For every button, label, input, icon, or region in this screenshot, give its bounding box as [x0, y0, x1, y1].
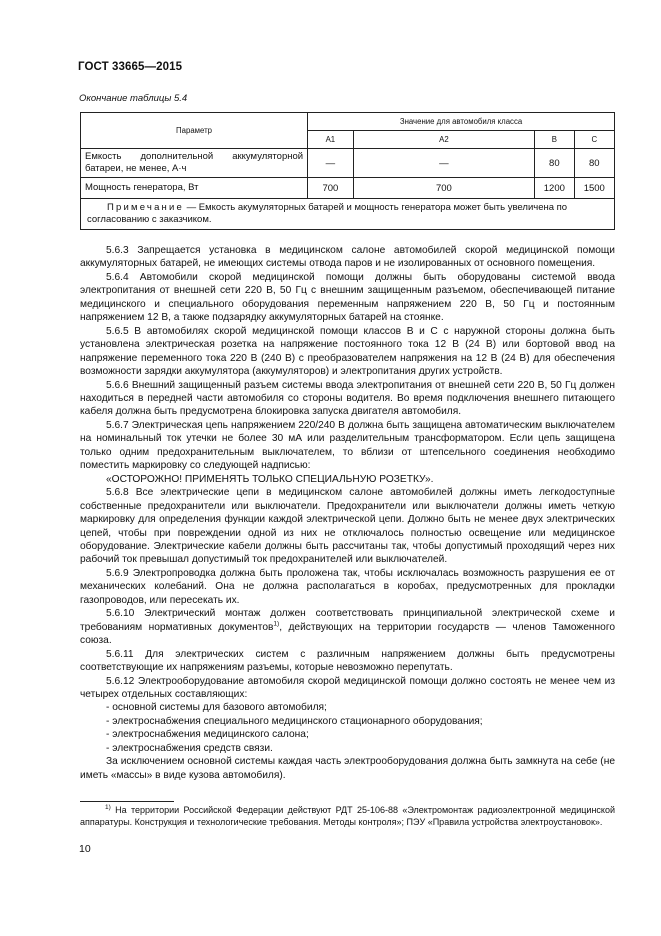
footnote-mark: 1)	[105, 804, 111, 811]
class-header-b: В	[535, 131, 574, 149]
table-note-row	[81, 199, 615, 230]
list-item: - электроснабжения средств связи.	[106, 742, 273, 754]
table-caption: Окончание таблицы 5.4	[79, 93, 188, 104]
table-note	[81, 199, 615, 230]
row-value-a2: —	[353, 149, 534, 178]
paragraph-5-6-10	[80, 607, 615, 647]
row-value-b: 80	[535, 149, 574, 178]
row-parameter-name: Емкость дополнительной аккумуляторной батареи, не менее, А·ч	[81, 149, 308, 178]
param-column-header: Параметр	[81, 113, 308, 149]
class-header-a1: А1	[308, 131, 354, 149]
class-header-a2: А2	[353, 131, 534, 149]
paragraph-5-6-10-text-end: , действующих на территории государств — членов Таможенного союза.	[80, 621, 615, 647]
paragraph-5-6-3: 5.6.3 Запрещается установка в медицинском салоне автомобилей скорой медицинской помощи аккумуляторных батарей, не имеющих системы отвода паров и не изолированных от основного помещения.	[80, 245, 615, 270]
list-item: - электроснабжения специального медицинского стационарного оборудования;	[106, 715, 483, 727]
note-label: Примечание	[107, 202, 184, 213]
class-header-c: С	[574, 131, 614, 149]
warning-label-text: «ОСТОРОЖНО! ПРИМЕНЯТЬ ТОЛЬКО СПЕЦИАЛЬНУЮ РОЗЕТКУ».	[106, 473, 434, 485]
paragraph-5-6-11: 5.6.11 Для электрических систем с различным напряжением должны быть предусмотрены соответствующие их напряжениям разъемы, которые невозможно перепутать.	[80, 648, 615, 674]
class-group-header: Значение для автомобиля класса	[308, 113, 615, 131]
paragraph-5-6-9: 5.6.9 Электропроводка должна быть проложена так, чтобы исключалась возможность разрушения ее от механических колебаний. Она не должна располагаться в коробах, предусмотренных для прокладки газопроводов, или пересекать их.	[80, 567, 615, 606]
list-item: - электроснабжения медицинского салона;	[106, 729, 309, 741]
list-item: - основной системы для базового автомобиля;	[106, 702, 327, 714]
table-row	[81, 178, 615, 199]
footnote	[80, 804, 615, 828]
paragraph-5-6-4: 5.6.4 Автомобили скорой медицинской помощи должны быть оборудованы системой ввода электропитания от внешней сети 220 В, 50 Гц с внешним защищенным разъемом, обеспечивающей питание медицинского и специального оборудования переменным напряжением 220 В, 50 Гц и постоянным напряжением 12 В, а также подзарядку аккумуляторных батарей на стоянке.	[80, 271, 615, 324]
row-value-a1: —	[308, 149, 354, 178]
page-number: 10	[79, 843, 91, 855]
footnote-reference[interactable]: 1)	[273, 620, 280, 628]
paragraph-5-6-5: 5.6.5 В автомобилях скорой медицинской помощи классов В и С с наружной стороны должна быть установлена электрическая розетка на напряжение постоянного тока 12 В (24 В) или бортовой ввод на напряжение переменного тока 220 В (240 В) с преобразователем напряжения на 12 В (24 В) для обеспечения возможности зарядки аккумулятора (аккумуляторов) и электропитания других устройств.	[80, 325, 615, 378]
paragraph-5-6-8: 5.6.8 Все электрические цепи в медицинском салоне автомобилей должны иметь легкодоступные собственные предохранители или выключатели. Предохранители или выключатели должны иметь четкую маркировку для определения функции каждой электрической цепи. Должно быть не менее двух электрических цепей, чтобы при повреждении одной из них не отключалось полностью освещение или медицинское оборудование. Электрические кабели должны быть рассчитаны так, чтобы допустимый проходящий через них рабочий ток превышал допустимый ток предохранителей или выключателей.	[80, 487, 615, 566]
note-text: — Емкость акумуляторных батарей и мощность генератора может быть увеличена по согласованию с заказчиком.	[87, 202, 568, 225]
row-value-c: 1500	[574, 178, 614, 199]
paragraph-5-6-6: 5.6.6 Внешний защищенный разъем системы ввода электропитания от внешней сети 220 В, 50 Гц должен находиться в передней части автомобиля со стороны водителя. Во время подключения внешнего питающего кабеля должна быть предусмотрена блокировка запуска двигателя автомобиля.	[80, 379, 615, 418]
row-value-c: 80	[574, 149, 614, 178]
row-value-b: 1200	[535, 178, 574, 199]
document-header: ГОСТ 33665—2015	[78, 61, 183, 73]
row-value-a1: 700	[308, 178, 354, 199]
row-value-a2: 700	[353, 178, 534, 199]
closing-paragraph: За исключением основной системы каждая часть электрооборудования должна быть замкнута на себе (не иметь «массы» в виде кузова автомобиля).	[80, 756, 615, 781]
row-parameter-name: Мощность генератора, Вт	[81, 178, 308, 199]
table-row	[81, 149, 615, 178]
paragraph-5-6-10-text: 5.6.10 Электрический монтаж должен соответствовать принципиальной электрической схеме и требованиям нормативных документов	[80, 608, 615, 633]
footnote-divider	[80, 801, 174, 802]
footnote-text: На территории Российской Федерации действуют РДТ 25-106-88 «Электромонтаж радиоэлектронной медицинской аппаратуры. Конструкция и технологические требования. Методы контроля»; ПЭУ «Правила устройства электроустановок».	[80, 805, 615, 827]
paragraph-5-6-12: 5.6.12 Электрооборудование автомобиля скорой медицинской помощи должно состоять не менее чем из четырех отдельных составляющих:	[80, 675, 615, 700]
parameters-table	[80, 112, 615, 230]
paragraph-5-6-7: 5.6.7 Электрическая цепь напряжением 220/240 В должна быть защищена автоматическим выключателем на номинальный ток утечки не более 30 мА или разделительным трансформатором. Если цепь защищена только одним предохранительным выключателем, то вблизи от штепсельного соединения необходимо поместить маркировку со следующей надписью:	[80, 419, 615, 472]
body-text	[80, 244, 615, 782]
